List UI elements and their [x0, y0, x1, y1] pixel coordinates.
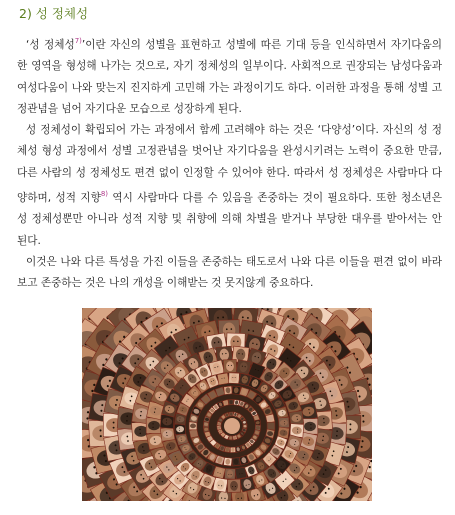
mosaic-tile: [229, 412, 233, 416]
mosaic-tile: [233, 435, 238, 440]
mosaic-tile: [209, 360, 225, 376]
mosaic-tile: [227, 479, 240, 492]
mosaic-tile: [235, 446, 241, 452]
mosaic-tile: [240, 476, 256, 492]
footnote-8-marker: 8): [100, 190, 109, 199]
mosaic-tile: [267, 422, 275, 430]
mosaic-tile: [189, 422, 197, 430]
mosaic-tile: [278, 417, 289, 428]
mosaic-tile: [266, 414, 275, 423]
body-text: [17, 31, 442, 295]
mosaic-tile: [175, 424, 186, 435]
face-mosaic-svg: [82, 308, 372, 501]
mosaic-tile: [146, 418, 162, 434]
mosaic-tile: [225, 468, 236, 479]
section-heading: 2) 성 정체성: [19, 6, 89, 21]
mosaic-tile: [160, 427, 175, 442]
mosaic-tile: [232, 386, 241, 395]
mosaic-tile: [230, 447, 235, 452]
paragraph-2-text: 성 정체성이 확립되어 가는 과정에서 함께 고려해야 하는 것은 ‘다양성’이다. 자신의 성 정체성 형성 과정에서 성별 고정관념을 벗어난 자기다움을 완성시키려는 노력이 중요한 만큼, 다른 사람의 성 정체성도 편견 없이 인정할 수 있어야 한다. 따라서 성 정체성은 사람마다 다양하며, 성적 지향: [17, 124, 442, 205]
mosaic-tile: [302, 419, 318, 435]
paragraph-2-text-cont: 역시 사람마다 다를 수 있음을 존중하는 것이 필요하다. 또한 청소년은 성 정체성뿐만 아니라 성적 지향 및 취향에 의해 차별을 받거나 부당한 대우를 받아서는 안 된다.: [17, 192, 442, 247]
mosaic-tile: [232, 457, 241, 466]
mosaic-tile: [229, 373, 240, 384]
paragraph-2: [17, 120, 442, 252]
mosaic-tile: [224, 386, 233, 395]
face-mosaic-image: [82, 308, 372, 501]
mosaic-tile: [228, 399, 233, 404]
mosaic-tile: [224, 457, 233, 466]
paragraph-1: [17, 31, 442, 120]
paragraph-1-text: ‘성 정체성: [26, 39, 75, 51]
mosaic-tile: [217, 373, 229, 385]
mosaic-tile: [189, 429, 198, 438]
paragraph-3-text: 이것은 나와 다른 특성을 가진 이들을 존중하는 태도로서 나와 다른 이들을 편견 없이 바라보고 존중하는 것은 나의 개성을 이해받는 것 못지않게 중요하다.: [17, 255, 442, 290]
paragraph-3: [17, 252, 442, 295]
paragraph-1-text-cont: ’이란 자신의 성별을 표현하고 성별에 따른 기대 등을 인식하면서 자기다움의 한 영역을 형성해 나가는 것으로, 자기 정체성의 일부이다. 사회적으로 권장되는 남성다움과 여성다움이 나와 맞는지 진지하게 고민해 가는 과정이기도 하다. 이러한 과정을 통해 성별 고정관념을 넘어 자기다운 모습으로 성장하게 된다.: [17, 39, 442, 115]
mosaic-center-tile: [224, 418, 240, 434]
footnote-7-marker: 7): [74, 37, 82, 45]
mosaic-tile: [289, 411, 304, 426]
mosaic-tile: [243, 424, 247, 428]
mosaic-tile: [223, 400, 229, 406]
mosaic-tile: [223, 359, 236, 372]
